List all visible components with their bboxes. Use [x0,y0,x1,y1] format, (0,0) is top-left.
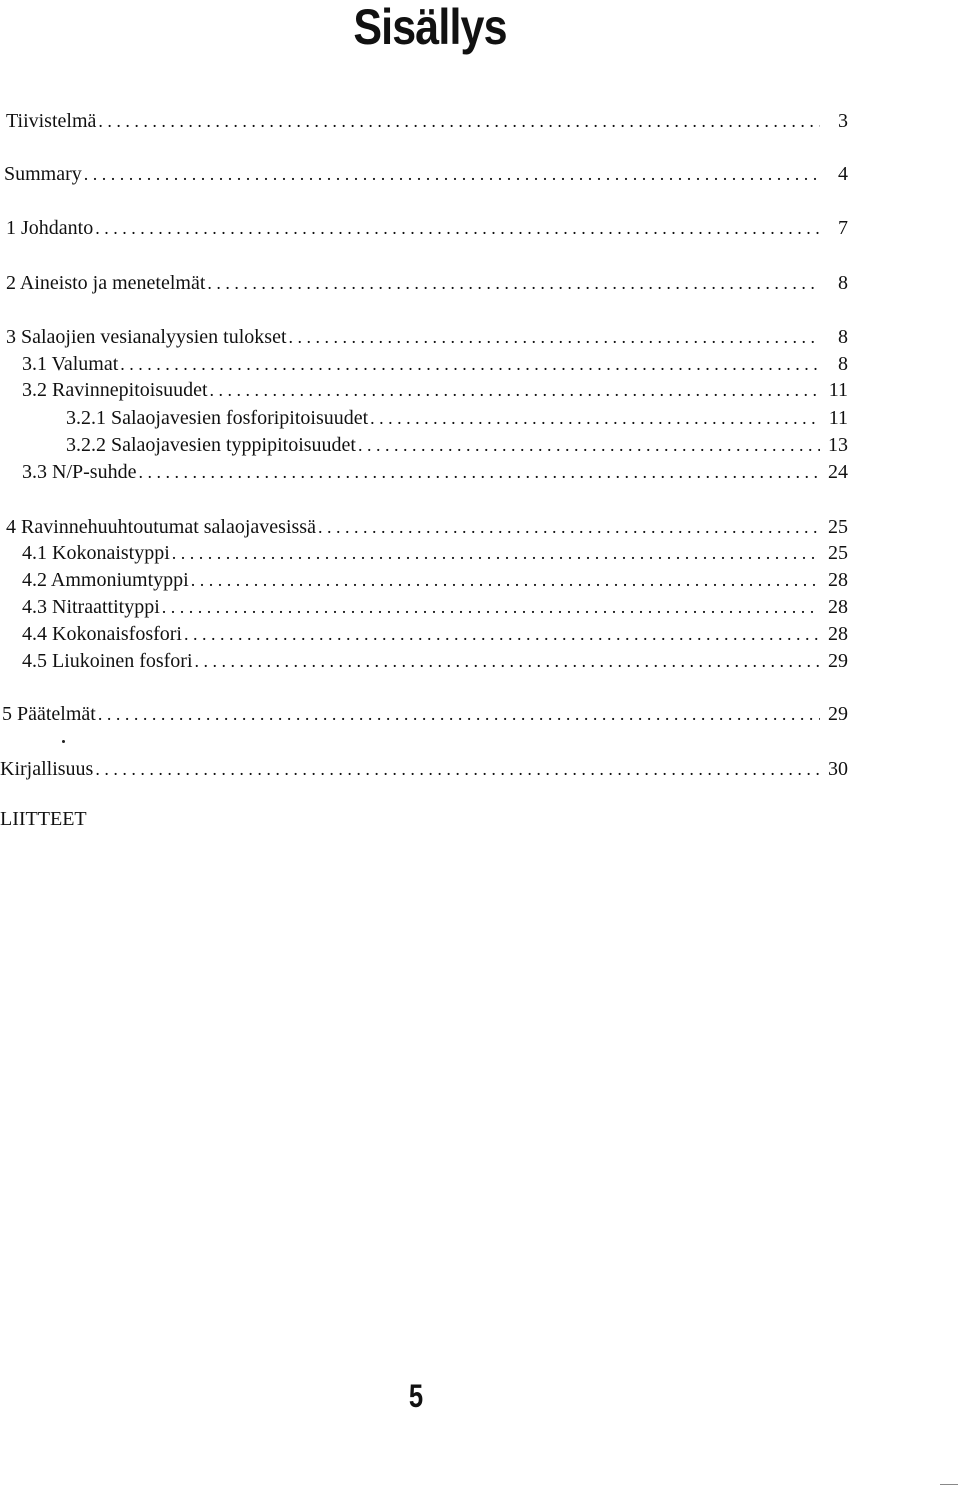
toc-leader [98,108,820,134]
toc-label: Kirjallisuus [0,758,94,780]
toc-leader [98,701,820,727]
toc-entry-salaojien-tulokset[interactable] [6,324,848,350]
toc-page-number: 28 [828,569,848,591]
toc-label: 4.1 Kokonaistyppi [22,542,170,564]
toc-label: 4.2 Ammoniumtyppi [22,569,189,591]
toc-page-number: 8 [838,326,848,348]
toc-label: 1 Johdanto [6,217,94,239]
toc-label: 4 Ravinnehuuhtoutumat salaojavesissä [6,516,316,538]
toc-label: 5 Päätelmät [2,703,96,725]
toc-leader [210,377,820,403]
toc-label: 3.1 Valumat [22,353,119,375]
toc-leader [370,405,820,431]
toc-entry-paatelmat[interactable] [2,701,848,727]
toc-entry-typpipitoisuudet[interactable] [66,432,848,458]
toc-leader [172,540,820,566]
toc-entry-kirjallisuus[interactable] [0,756,848,782]
toc-entry-aineisto[interactable] [6,270,848,296]
toc-entry-valumat[interactable] [22,351,848,377]
toc-page-number: 4 [838,163,848,185]
toc-leader [358,432,820,458]
toc-page-number: 25 [828,516,848,538]
toc-leader [95,756,820,782]
toc-label: 4.4 Kokonaisfosfori [22,623,182,645]
toc-leader [184,621,820,647]
toc-label: 3.3 N/P-suhde [22,461,137,483]
toc-page-number: 11 [828,407,848,429]
toc-leader [207,270,820,296]
page-title: Sisällys [353,0,507,55]
toc-page-number: 28 [828,596,848,618]
toc-label: 3 Salaojien vesianalyysien tulokset [6,326,287,348]
toc-entry-fosforipitoisuudet[interactable] [66,405,848,431]
toc-label: 4.5 Liukoinen fosfori [22,650,193,672]
toc-page-number: 8 [838,272,848,294]
toc-leader [162,594,820,620]
stray-dot [62,740,65,743]
toc-leader [120,351,820,377]
toc-entry-np-suhde[interactable] [22,459,848,485]
toc-leader [84,161,820,187]
toc-page-number: 28 [828,623,848,645]
toc-page-number: 11 [828,379,848,401]
toc-page-number: 8 [838,353,848,375]
toc-page-number: 29 [828,650,848,672]
toc-leader [195,648,820,674]
toc-label: 3.2 Ravinnepitoisuudet [22,379,208,401]
toc-leader [191,567,820,593]
toc-page-number: 13 [828,434,848,456]
toc-page-number: 30 [828,758,848,780]
toc-leader [289,324,821,350]
toc-page-number: 3 [838,110,848,132]
toc-page-number: 24 [828,461,848,483]
page-number: 5 [408,1378,424,1414]
toc-label: 3.2.1 Salaojavesien fosforipitoisuudet [66,407,369,429]
toc-entry-kokonaisfosfori[interactable] [22,621,848,647]
toc-page-number: 29 [828,703,848,725]
toc-entry-summary[interactable] [4,161,848,187]
toc-entry-ravinnepitoisuudet[interactable] [22,377,848,403]
toc-entry-johdanto[interactable] [6,215,848,241]
toc-entry-kokonaistyppi[interactable] [22,540,848,566]
toc-leader [318,514,820,540]
toc-label: Tiivistelmä [6,110,97,132]
toc-label: Summary [4,163,82,185]
toc-entry-liukoinen-fosfori[interactable] [22,648,848,674]
toc-leader [95,215,820,241]
toc-entry-ravinnehuuhtoutumat[interactable] [6,514,848,540]
appendix-heading: LIITTEET [0,808,87,830]
toc-page-number: 7 [838,217,848,239]
toc-entry-nitraattityppi[interactable] [22,594,848,620]
toc-entry-tiivistelma[interactable] [6,108,848,134]
toc-leader [138,459,820,485]
toc-label: 2 Aineisto ja menetelmät [6,272,206,294]
toc-label: 4.3 Nitraattityppi [22,596,160,618]
toc-page-number: 25 [828,542,848,564]
toc-entry-ammoniumtyppi[interactable] [22,567,848,593]
toc-label: 3.2.2 Salaojavesien typpipitoisuudet [66,434,356,456]
